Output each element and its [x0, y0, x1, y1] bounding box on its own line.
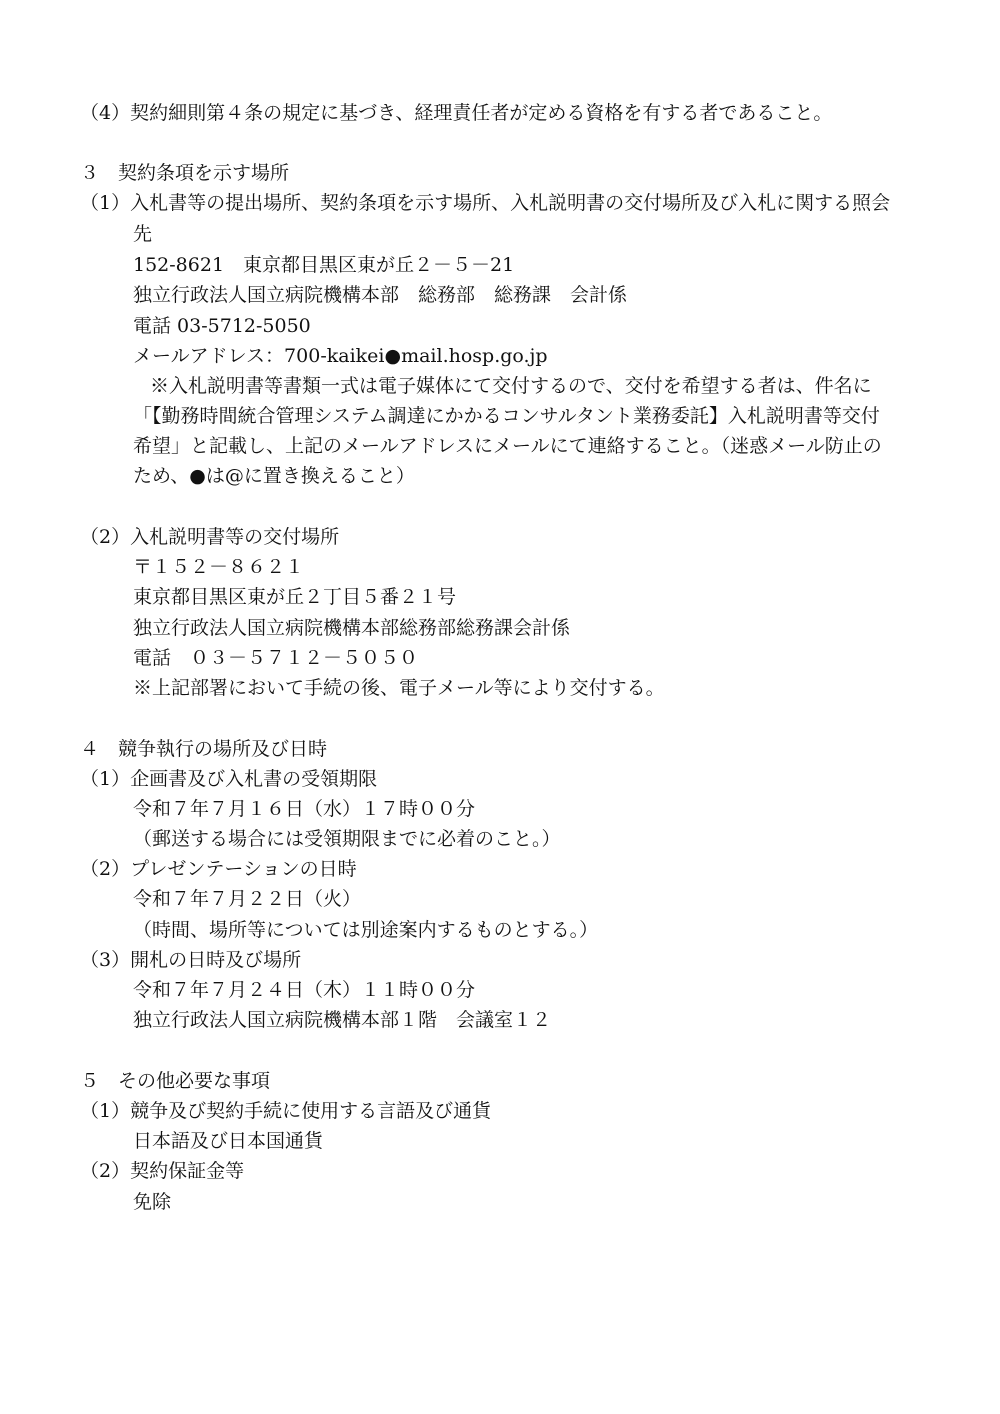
language-currency: 日本語及び日本国通貨: [133, 1130, 324, 1152]
note-line-2: 「【勤務時間統合管理システム調達にかかるコンサルタント業務委託】入札説明書等交付: [133, 405, 880, 427]
deadline-note: （郵送する場合には受領期限までに必着のこと。）: [133, 828, 561, 850]
note-line-4: ため、●は@に置き換えること）: [133, 465, 415, 487]
postal-code-fullwidth: 〒１５２－８６２１: [133, 556, 305, 578]
office-name: 独立行政法人国立病院機構本部 総務部 総務課 会計係: [133, 284, 628, 306]
note-line-3: 希望」と記載し、上記のメールアドレスにメールにて連絡すること。（迷惑メール防止の: [133, 435, 882, 457]
section-4-item-2: （2）プレゼンテーションの日時: [80, 858, 357, 880]
delivery-note: ※上記部署において手続の後、電子メール等により交付する。: [133, 677, 665, 699]
presentation-date: 令和７年７月２２日（火）: [133, 888, 362, 910]
deposit-exemption: 免除: [133, 1191, 172, 1213]
section-3-item-2: （2）入札説明書等の交付場所: [80, 526, 340, 548]
office-name-2: 独立行政法人国立病院機構本部総務部総務課会計係: [133, 617, 571, 639]
section-5-heading: ５ その他必要な事項: [80, 1070, 271, 1092]
section-4-heading: ４ 競争執行の場所及び日時: [80, 738, 328, 760]
note-line-1: ※入札説明書等書類一式は電子媒体にて交付するので、交付を希望する者は、件名に: [150, 375, 872, 397]
section-4-item-3: （3）開札の日時及び場所: [80, 949, 302, 971]
street-address: 東京都目黒区東が丘２丁目５番２１号: [133, 586, 457, 608]
phone-number-2: 電話 ０３－５７１２－５０５０: [133, 647, 419, 669]
item-4-eligibility: （4）契約細則第４条の規定に基づき、経理責任者が定める資格を有する者であること。: [80, 102, 833, 124]
section-3-heading: ３ 契約条項を示す場所: [80, 162, 290, 184]
opening-place: 独立行政法人国立病院機構本部１階 会議室１２: [133, 1009, 552, 1031]
section-4-item-1: （1）企画書及び入札書の受領期限: [80, 768, 378, 790]
opening-datetime: 令和７年７月２４日（木）１１時００分: [133, 979, 476, 1001]
section-3-item-1-cont: 先: [133, 223, 153, 245]
deadline-datetime: 令和７年７月１６日（水）１７時００分: [133, 798, 476, 820]
presentation-note: （時間、場所等については別途案内するものとする。）: [133, 919, 599, 941]
section-3-item-1: （1）入札書等の提出場所、契約条項を示す場所、入札説明書の交付場所及び入札に関する照会: [80, 192, 891, 214]
section-5-item-2: （2）契約保証金等: [80, 1160, 245, 1182]
postal-address: 152-8621 東京都目黒区東が丘２－５－21: [133, 254, 515, 276]
section-5-item-1: （1）競争及び契約手続に使用する言語及び通貨: [80, 1100, 492, 1122]
email-address: メールアドレス：700-kaikei●mail.hosp.go.jp: [133, 345, 548, 367]
phone-number: 電話 03-5712-5050: [133, 315, 311, 337]
